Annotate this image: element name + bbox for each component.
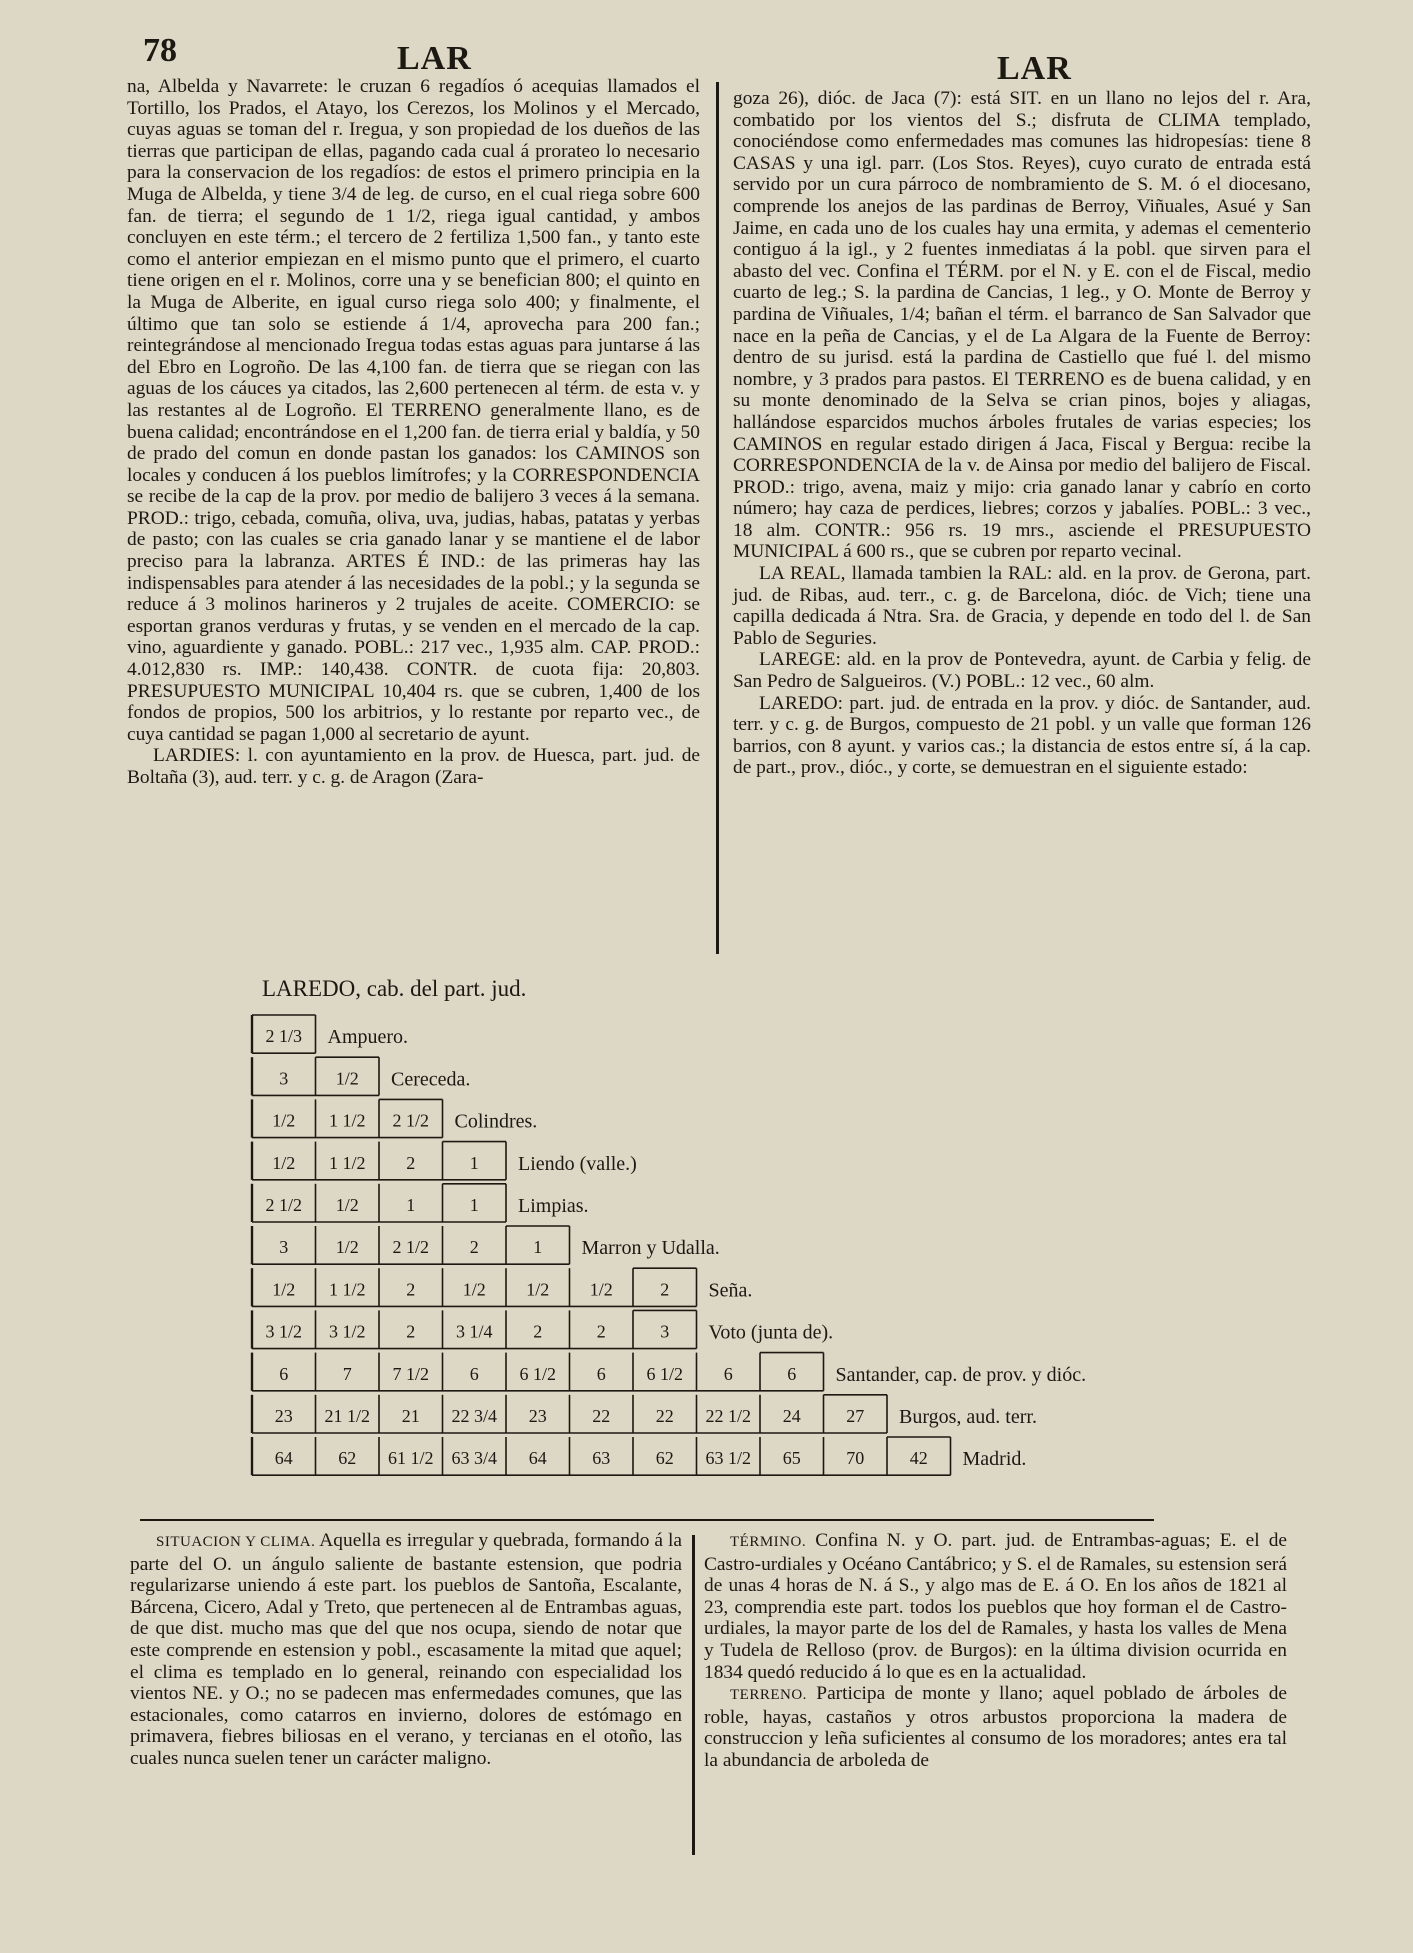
distance-value: 65 [782, 1448, 801, 1469]
distance-value: 1/2 [526, 1279, 550, 1300]
distance-value: 6 [279, 1363, 289, 1384]
place-name: Seña. [708, 1279, 753, 1302]
place-name: Santander, cap. de prov. y dióc. [835, 1363, 1087, 1386]
distance-value: 1/2 [589, 1279, 613, 1300]
distance-value: 22 1/2 [705, 1406, 752, 1426]
page-number: 78 [143, 32, 177, 69]
distance-value: 6 1/2 [519, 1363, 557, 1384]
distance-value: 2 1/2 [265, 1195, 303, 1215]
distance-value: 1 [469, 1195, 479, 1215]
bottom-column-divider [692, 1535, 695, 1855]
distance-value: 21 [401, 1406, 420, 1426]
distance-value: 62 [655, 1448, 674, 1469]
situacion-text: Aquella es irregular y quebrada, formando á la parte del O. un ángulo saliente de bastante estension, que podria regularizarse uniendo á este part. los pueblos de Santoña, Escalante, Bárcena, Cicero, Adal y Treto, que pertenecen al de Entrambas aguas, de que dist. mucho mas que del que nos ocupa, siendo de notar que este comprende en estension y pobl., escasamente la mitad que aquel; el clima es templado en lo general, reinando con especialidad los vientos NE. y O.; no se padecen mas enfermedades comunes, que las estacionales, como catarros en invierno, dolores de estómago en primavera, fiebres biliosas en el verano, y tercianas en el otoño, las cuales nunca suelen tener un carácter maligno. [130, 1530, 682, 1769]
section-divider [140, 1519, 1154, 1521]
distance-value: 1 1/2 [328, 1279, 366, 1300]
distance-value: 2 [469, 1237, 479, 1258]
distance-value: 6 [596, 1363, 606, 1384]
distance-value: 63 [592, 1448, 611, 1469]
distance-value: 2 1/2 [392, 1110, 430, 1131]
place-name: Liendo (valle.) [518, 1152, 637, 1175]
place-name: Burgos, aud. terr. [899, 1406, 1037, 1428]
distance-value: 61 1/2 [387, 1448, 434, 1469]
place-name: Limpias. [518, 1195, 589, 1217]
distance-value: 1/2 [335, 1195, 359, 1215]
distance-value: 3 1/2 [328, 1321, 366, 1342]
termino-heading: TÉRMINO. [730, 1534, 807, 1550]
distance-value: 1 1/2 [328, 1152, 366, 1173]
distance-value: 22 [655, 1406, 674, 1426]
bottom-right-column [704, 1530, 1287, 1772]
distance-value: 3 [660, 1321, 670, 1342]
distance-value: 1/2 [462, 1279, 486, 1300]
distance-value: 6 [787, 1363, 797, 1384]
distance-value: 64 [274, 1448, 293, 1469]
distance-value: 63 1/2 [705, 1448, 752, 1469]
distance-value: 7 1/2 [392, 1363, 430, 1384]
left-headword: LAR [397, 40, 472, 77]
place-name: Voto (junta de). [708, 1321, 834, 1344]
distance-table-title: LAREDO, cab. del part. jud. [262, 976, 527, 1001]
distance-value: 3 1/2 [265, 1321, 303, 1342]
distance-value: 3 1/4 [455, 1321, 493, 1342]
distance-value: 1/2 [272, 1279, 296, 1300]
distance-value: 2 [406, 1321, 416, 1342]
termino-text: Confina N. y O. part. jud. de Entrambas-aguas; E. el de Castro-urdiales y Océano Cantábrico; y S. el de Ramales, su estension será de unas 4 horas de N. á S., y algo mas de E. á O. En los años de 1821 al 23, comprendia este part. todos los pueblos que hoy forman el de Castro-urdiales, la mayor parte de los del de Ramales, y hasta los valles de Mena y Tudela de Relloso (prov. de Burgos): en la última division ocurrida en 1834 quedó reducido á lo que es en la actualidad. [704, 1530, 1288, 1683]
terreno-heading: TERRENO. [730, 1687, 807, 1704]
distance-value: 2 [406, 1152, 416, 1173]
distance-value: 1/2 [272, 1152, 296, 1173]
place-name: Marron y Udalla. [581, 1237, 720, 1260]
distance-value: 1 [533, 1237, 543, 1258]
distance-value: 3 [279, 1068, 289, 1089]
distance-value: 6 [469, 1363, 479, 1384]
entry-laredo: LAREDO: part. jud. de entrada en la prov. y dióc. de Santander, aud. terr. y c. g. de Burgos, compuesto de 21 pobl. y un valle que forman 126 barrios, con 8 ayunt. y varios cas.; la distancia de estos entre sí, á la cap. de part., prov., dióc., y corte, se demuestran en el siguiente estado: [733, 692, 1311, 779]
terreno-text: Participa de monte y llano; aquel poblado de árboles de roble, hayas, castaños y otros arbustos proporciona la madera de construccion y leña suficientes al consumo de los moradores; antes era tal la abundancia de arboleda de [704, 1683, 1287, 1771]
place-name: Madrid. [962, 1448, 1027, 1471]
distance-value: 63 3/4 [451, 1448, 498, 1469]
distance-value: 22 3/4 [451, 1406, 498, 1426]
distance-value: 3 [279, 1237, 289, 1258]
distance-value: 1 [406, 1195, 416, 1215]
distance-value: 2 1/2 [392, 1237, 430, 1258]
distance-value: 27 [846, 1406, 865, 1426]
distance-value: 42 [909, 1448, 928, 1469]
distance-value: 1/2 [335, 1237, 359, 1258]
distance-value: 1 1/2 [328, 1110, 366, 1131]
distance-value: 62 [338, 1448, 357, 1469]
distance-value: 24 [782, 1406, 801, 1426]
distance-value: 2 1/3 [265, 1026, 303, 1047]
entry-albelda-continuation: na, Albelda y Navarrete: le cruzan 6 regadíos ó acequias llamados el Tortillo, los Prados, el Atayo, los Cerezos, los Molinos y el Mercado, cuyas aguas se toman del r. Iregua, y son propiedad de los dueños de las tierras que participan de ellas, pagando cada cual á prorateo lo necesario para la conservacion de los regadíos: de estos el primero principia en la Muga de Albelda, y tiene 3/4 de leg. de curso, en el cual riega sobre 600 fan. de tierra; el segundo de 1 1/2, riega igual cantidad, y ambos concluyen en este térm.; el tercero de 2 fertiliza 1,500 fan., y tanto este como el anterior empiezan en el mismo punto que el primero, el cuarto tiene origen en el r. Molinos, corre una y se benefician 800; el quinto en la Muga de Alberite, en igual curso riega solo 400; y finalmente, el último que tan solo se estiende á 1/4, aprovecha para 200 fan.; reintegrándose al mencionado Iregua todas estas aguas para juntarse á las del Ebro en Logroño. De las 4,100 fan. de tierra que se riegan con las aguas de los cáuces ya citados, las 2,600 pertenecen al térm. de esta v. y las restantes al de Logroño. El TERRENO generalmente llano, es de buena calidad; encontrándose en el 1,200 fan. de tierra erial y baldía, y 50 de prado del comun en donde pastan los ganados: los CAMINOS son locales y conducen á los pueblos limítrofes; y la CORRESPONDENCIA se recibe de la cap de la prov. por medio de balijero 3 veces á la semana. PROD.: trigo, cebada, comuña, oliva, uva, judias, habas, patatas y yerbas de pasto; con las cuales se cria ganado lanar y se mantiene el de labor preciso para la labranza. ARTES É IND.: de las primeras hay las indispensables para atender á las necesidades de la pobl.; y la segunda se reduce á 3 molinos harineros y 2 trujales de aceite. COMERCIO: se esportan granos verduras y frutas, y se venden en el mercado de la cap. vino, aguardiente y ganado. POBL.: 217 vec., 1,935 alm. CAP. PROD.: 4.012,830 rs. IMP.: 140,438. CONTR. de cuota fija: 20,803. PRESUPUESTO MUNICIPAL 10,404 rs. que se cubren, 1,400 de los fondos de propios, 500 los arbitrios, y lo restante por reparto vec., de cuya cantidad se pagan 1,000 al secretario de ayunt. [127, 76, 700, 745]
distance-value: 1 [469, 1152, 479, 1173]
distance-value: 2 [596, 1321, 606, 1342]
distance-value: 1/2 [335, 1068, 359, 1089]
entry-lardies-continuation: goza 26), dióc. de Jaca (7): está SIT. en un llano no lejos del r. Ara, combatido por los vientos del S.; disfruta de CLIMA templado, conociéndose como enfermedades mas comunes las hidropesías: tiene 8 CASAS y una igl. parr. (Los Stos. Reyes), cuyo curato de entrada está servido por un cura párroco de nombramiento de S. M. ó el diocesano, comprende los anejos de las pardinas de Berroy, Viñuales, Asué y San Jaime, en cada uno de los cuales hay una ermita, y ademas el cementerio contiguo á la igl., y 2 fuentes inmediatas á la pobl. que sirven para el abasto del vec. Confina el TÉRM. por el N. y E. con el de Fiscal, medio cuarto de leg.; S. la pardina de Cancias, 1 leg., y O. Monte de Berroy y pardina de Viñuales, 1/4; bañan el térm. el barranco de San Salvador que nace en la peña de Cancias, y el de La Algara de la Fuente de Berroy: dentro de su jurisd. está la pardina de Castiello que fué l. del mismo nombre, y 3 prados para pastos. El TERRENO es de buena calidad, y en su monte denominado de la Selva se crian pinos, bojes y aliagas, hallándose esparcidos muchos árboles frutales de varias especies; los CAMINOS en regular estado dirigen á Jaca, Fiscal y Bergua: recibe la CORRESPONDENCIA de la v. de Ainsa por medio del balijero de Fiscal. PROD.: trigo, avena, maiz y mijo: cria ganado lanar y cabrío en corto número; hay caza de perdices, liebres; corzos y jabalíes. POBL.: 3 vec., 18 alm. CONTR.: 956 rs. 19 mrs., asciende el PRESUPUESTO MUNICIPAL á 600 rs., que se cubren por reparto vecinal. [733, 88, 1311, 563]
distance-value: 2 [533, 1321, 543, 1342]
distance-value: 70 [846, 1448, 865, 1469]
distance-value: 6 1/2 [646, 1363, 684, 1384]
situacion-heading: SITUACION Y CLIMA. [156, 1534, 316, 1550]
distance-value: 21 1/2 [324, 1406, 371, 1426]
distance-value: 2 [406, 1279, 416, 1300]
distance-value: 6 [723, 1363, 733, 1384]
distance-value: 2 [660, 1279, 670, 1300]
distance-value: 1/2 [272, 1110, 296, 1131]
distance-value: 23 [528, 1406, 547, 1426]
place-name: Cereceda. [391, 1068, 471, 1091]
place-name: Colindres. [454, 1110, 538, 1133]
place-name: Ampuero. [327, 1026, 409, 1049]
entry-la-real: LA REAL, llamada tambien la RAL: ald. en la prov. de Gerona, part. jud. de Ribas, aud. terr., c. g. de Barcelona, dióc. de Vich; tiene una capilla dedicada á Ntra. Sra. de Gracia, y depende en todo del l. de San Pablo de Seguries. [733, 563, 1311, 649]
bottom-left-column [130, 1530, 682, 1770]
distance-value: 23 [274, 1406, 293, 1426]
distance-value: 7 [342, 1363, 352, 1384]
right-headword: LAR [997, 50, 1072, 87]
entry-lardies: LARDIES: l. con ayuntamiento en la prov. de Huesca, part. jud. de Boltaña (3), aud. terr. y c. g. de Aragon (Zara- [127, 745, 700, 788]
distance-value: 64 [528, 1448, 547, 1469]
distance-value: 22 [592, 1406, 611, 1426]
entry-larege: LAREGE: ald. en la prov de Pontevedra, ayunt. de Carbia y felig. de San Pedro de Salgueiros. (V.) POBL.: 12 vec., 60 alm. [733, 649, 1311, 693]
